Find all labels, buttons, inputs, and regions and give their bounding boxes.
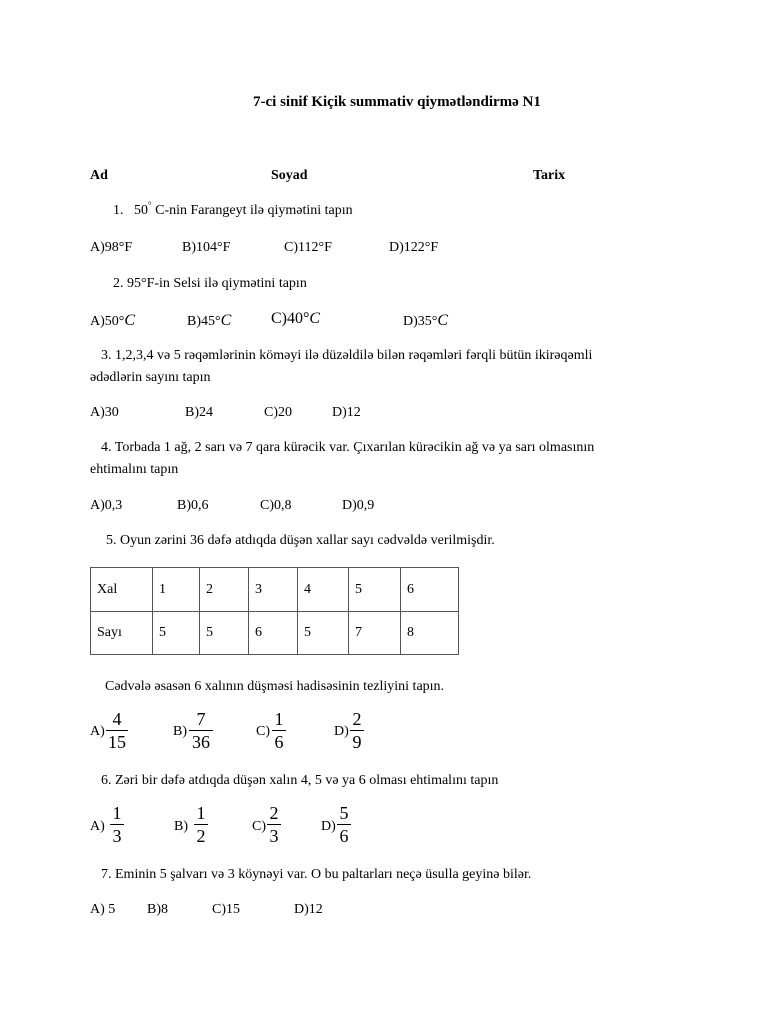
question-5: 5. Oyun zərini 36 dəfə atdıqda düşən xallar sayı cədvəldə verilmişdir. [106, 533, 495, 548]
numerator: 1 [112, 803, 122, 823]
q2-option-a [90, 312, 135, 330]
q5-option-a-fraction [106, 709, 128, 752]
degree-symbol: ° [148, 200, 152, 210]
question-6: 6. Zəri bir dəfə atdıqda düşən xalın 4, 5 və ya 6 olması ehtimalını tapın [101, 773, 499, 788]
q3-option-c: C)20 [264, 405, 292, 420]
numerator: 7 [196, 709, 206, 729]
table-cell: 7 [349, 612, 401, 655]
numerator: 1 [196, 803, 206, 823]
table-cell: 2 [200, 568, 249, 612]
q6-option-d-label: D) [321, 819, 336, 834]
q7-option-b: B)8 [147, 902, 168, 917]
q6-option-a-fraction [110, 803, 124, 846]
table-cell: 3 [249, 568, 298, 612]
q5-option-c-label: C) [256, 724, 270, 739]
table-cell: 1 [153, 568, 200, 612]
dice-frequency-table [90, 567, 459, 655]
q7-option-d: D)12 [294, 902, 323, 917]
date-label: Tarix [533, 168, 566, 183]
table-cell: 5 [298, 612, 349, 655]
question-4-line-2: ehtimalını tapın [90, 462, 179, 477]
denominator: 3 [112, 826, 122, 846]
q5-option-b-label: B) [173, 724, 187, 739]
q6-option-a-label: A) [90, 819, 105, 834]
denominator: 3 [269, 826, 279, 846]
q6-option-c-fraction [267, 803, 281, 846]
q6-option-d-fraction [337, 803, 351, 846]
question-7: 7. Eminin 5 şalvarı və 3 köynəyi var. O bu paltarları neçə üsulla geyinə bilər. [101, 867, 532, 882]
q4-option-d: D)0,9 [342, 498, 375, 513]
q2-option-a-unit: C [124, 312, 136, 329]
q2-option-b [187, 312, 231, 330]
q2-option-c [271, 310, 320, 328]
question-1-text: C-nin Farangeyt ilə qiymətini tapın [151, 203, 353, 218]
q5-option-d-fraction [350, 709, 364, 752]
question-3-line-2: ədədlərin sayını tapın [90, 370, 211, 385]
q1-option-c: C)112°F [284, 240, 332, 255]
q7-option-c: C)15 [212, 902, 240, 917]
denominator: 15 [108, 732, 126, 752]
q2-option-c-unit: C [309, 310, 321, 327]
denominator: 9 [352, 732, 362, 752]
q5-option-c-fraction [272, 709, 286, 752]
q6-option-c-label: C) [252, 819, 266, 834]
q5-option-a-label: A) [90, 724, 105, 739]
table-cell: 6 [401, 568, 459, 612]
table-cell: 5 [200, 612, 249, 655]
denominator: 2 [196, 826, 206, 846]
q1-option-b: B)104°F [182, 240, 231, 255]
numerator: 4 [112, 709, 122, 729]
table-row [91, 568, 459, 612]
q1-option-d: D)122°F [389, 240, 439, 255]
q3-option-d: D)12 [332, 405, 361, 420]
q3-option-b: B)24 [185, 405, 213, 420]
question-1-number: 1. [113, 203, 124, 218]
denominator: 6 [274, 732, 284, 752]
surname-label: Soyad [271, 168, 308, 183]
q4-option-b: B)0,6 [177, 498, 209, 513]
table-row [91, 612, 459, 655]
q2-option-d [403, 312, 448, 330]
numerator: 5 [339, 803, 349, 823]
numerator: 2 [352, 709, 362, 729]
q6-option-b-fraction [194, 803, 208, 846]
question-2: 2. 95°F-in Selsi ilə qiymətini tapın [113, 276, 307, 291]
table-cell: 8 [401, 612, 459, 655]
q3-option-a: A)30 [90, 405, 119, 420]
table-cell: 5 [349, 568, 401, 612]
question-1 [113, 200, 353, 219]
table-cell: Xal [91, 568, 153, 612]
table-cell: 6 [249, 612, 298, 655]
question-4-line-1: 4. Torbada 1 ağ, 2 sarı və 7 qara kürəcik var. Çıxarılan kürəcikin ağ və ya sarı olmasının [101, 440, 595, 455]
numerator: 1 [274, 709, 284, 729]
q1-option-a: A)98°F [90, 240, 133, 255]
name-label: Ad [90, 168, 108, 183]
q2-option-b-value: B)45° [187, 314, 221, 329]
denominator: 36 [192, 732, 210, 752]
q7-option-a: A) 5 [90, 902, 116, 917]
q2-option-d-value: D)35° [403, 314, 438, 329]
q5-option-d-label: D) [334, 724, 349, 739]
q4-option-c: C)0,8 [260, 498, 292, 513]
q5-option-b-fraction [189, 709, 213, 752]
question-5-prompt: Cədvələ əsasən 6 xalının düşməsi hadisəsinin tezliyini tapın. [105, 679, 445, 694]
q2-option-b-unit: C [220, 312, 232, 329]
numerator: 2 [269, 803, 279, 823]
denominator: 6 [339, 826, 349, 846]
table-cell: Sayı [91, 612, 153, 655]
page-title: 7-ci sinif Kiçik summativ qiymətləndirmə N1 [253, 94, 541, 110]
table-cell: 4 [298, 568, 349, 612]
q6-option-b-label: B) [174, 819, 188, 834]
table-cell: 5 [153, 612, 200, 655]
question-3-line-1: 3. 1,2,3,4 və 5 rəqəmlərinin köməyi ilə düzəldilə bilən rəqəmləri fərqli bütün ikirəqəmli [101, 348, 593, 363]
q4-option-a: A)0,3 [90, 498, 123, 513]
q2-option-a-value: A)50° [90, 314, 125, 329]
q2-option-d-unit: C [437, 312, 449, 329]
question-1-value: 50 [134, 203, 148, 218]
q2-option-c-value: C)40° [271, 310, 310, 327]
